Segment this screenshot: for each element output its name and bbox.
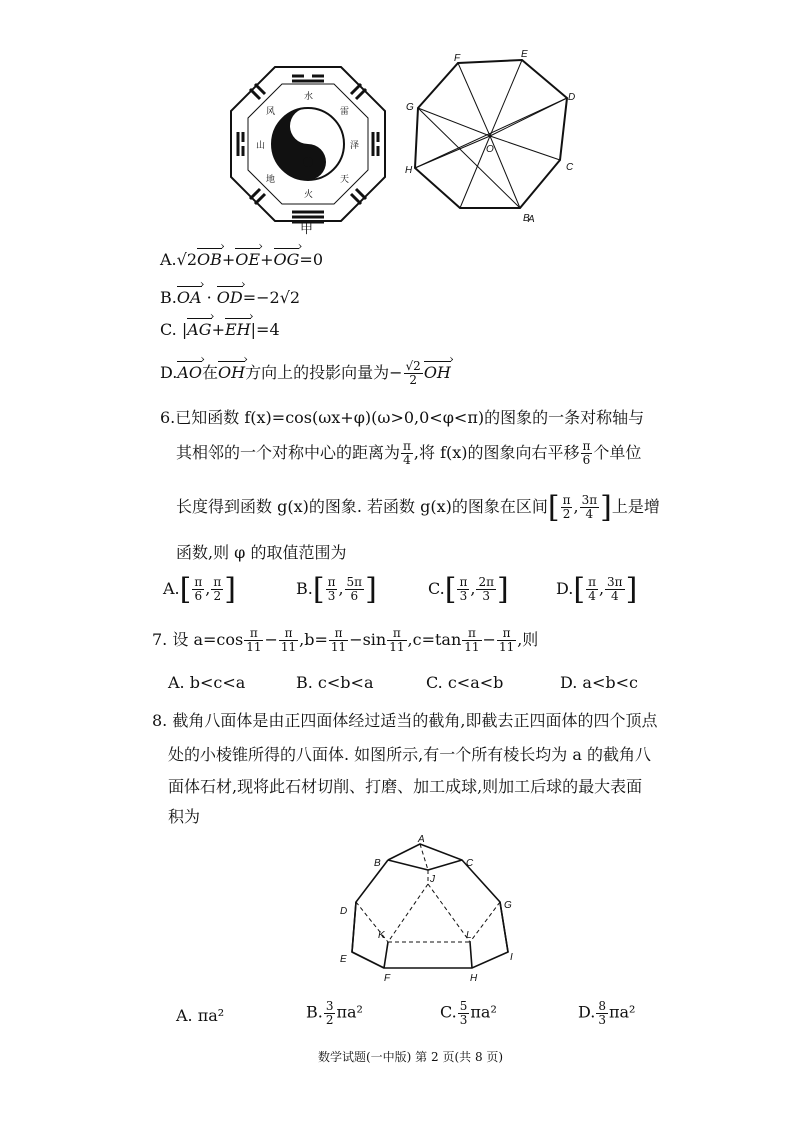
trigram-label: 火 (304, 189, 314, 199)
q6-line1: 6.已知函数 f(x)=cos(ωx+φ)(ω>0,0<φ<π)的图象的一条对称轴与 (160, 408, 645, 427)
figure-caption: 甲 (300, 222, 314, 237)
q8-option-c: C. $\frac{5}{3}$ πa² (440, 999, 497, 1027)
solid-vertex-label: G (504, 900, 512, 911)
q8-option-b: B. $\frac{3}{2}$ πa² (306, 999, 363, 1027)
octagon-vertex-label: B (523, 213, 530, 223)
trigram-label: 水 (304, 91, 314, 101)
q7-option-d: D. a<b<c (560, 673, 638, 692)
q8-line3: 面体石材,现将此石材切削、打磨、加工成球,则加工后球的最大表面 (168, 777, 643, 796)
q5-option-a-text: =0 (299, 250, 323, 269)
q5-option-letter: D. (160, 363, 178, 382)
q6-option-c: C.[ $\frac{\pi}{3}$ , $\frac{2\pi}{3}$ ] (428, 572, 509, 607)
octagon-vertex-label: G (406, 102, 414, 113)
octagon-center-label: O (486, 144, 494, 155)
trigram-label: 天 (340, 174, 350, 184)
q5-option-letter: A. (160, 250, 177, 269)
q6-line4: 函数,则 φ 的取值范围为 (176, 543, 347, 562)
trigram-label: 地 (266, 174, 276, 184)
q5-option-letter: B. (160, 288, 177, 307)
q8-line2: 处的小棱锥所得的八面体. 如图所示,有一个所有棱长均为 a 的截角八 (168, 745, 651, 764)
q5-d-mid: 在 (202, 363, 219, 382)
octagon-vertex-label: D (568, 92, 576, 103)
q6-line2-b: ,将 f(x)的图象向右平移 (413, 443, 580, 462)
q6-option-d: D.[ $\frac{\pi}{4}$ , $\frac{3\pi}{4}$ ] (556, 572, 638, 607)
q6-line3: 长度得到函数 g(x)的图象. 若函数 g(x)的图象在区间[ $\frac{\pi}{2}$ , $\frac{3\pi}{4}$ ]上是增 (176, 490, 660, 525)
solid-vertex-label: I (510, 952, 513, 963)
q8-option-d: D. $\frac{8}{3}$ πa² (578, 999, 636, 1027)
octagon-figure (400, 48, 580, 223)
q7-end: ,则 (517, 630, 539, 649)
q7-mid3: ,c=tan (407, 630, 462, 649)
truncated-octahedron-figure (332, 832, 528, 988)
q7-option-c: C. c<a<b (426, 673, 504, 692)
solid-vertex-label: H (470, 973, 478, 984)
solid-vertex-label: L (466, 930, 472, 941)
trigram-label: 雷 (340, 106, 350, 116)
q5-option-d-text: 方向上的投影向量为− (245, 363, 403, 382)
q7-stem: 7. 设 a=cos $\frac{\pi}{11}$ − $\frac{\pi}{11}$ ,b= $\frac{\pi}{11}$ −sin $\frac{\pi}{11}$ ,c=tan $\frac{\pi}{11}$ − $\frac{\pi}{11}$ ,则 (152, 626, 539, 654)
q7-mid1: ,b= (299, 630, 328, 649)
q5-option-letter: C. (160, 320, 177, 339)
q7-option-b: B. c<b<a (296, 673, 374, 692)
q5-option-b-text: =−2√2 (242, 288, 301, 307)
q6-option-letter: B. (296, 579, 313, 598)
q6-line2-c: 个单位 (593, 443, 642, 462)
solid-vertex-label: D (340, 906, 348, 917)
solid-vertex-label: F (384, 973, 391, 984)
q6-line2: 其相邻的一个对称中心的距离为 $\frac{\pi}{4}$ ,将 f(x)的图象向右平移 $\frac{\pi}{6}$ 个单位 (176, 439, 642, 467)
q5-option-c: C. |AG ›+EH ›|=4 (160, 320, 280, 339)
trigram-label: 泽 (350, 140, 360, 150)
octagon-vertex-label: E (521, 49, 528, 60)
trigram-label: 山 (256, 140, 266, 150)
q6-line3-b: 上是增 (611, 497, 660, 516)
q7-prefix: 7. 设 a=cos (152, 630, 244, 649)
trigram-label: 风 (266, 106, 276, 116)
q6-line3-a: 长度得到函数 g(x)的图象. 若函数 g(x)的图象在区间 (176, 497, 548, 516)
q6-option-letter: D. (556, 579, 574, 598)
solid-vertex-label: A (418, 834, 425, 845)
q5-option-d: D.AO ›在OH ›方向上的投影向量为− $\frac{√2}{2}$ OH › (160, 360, 451, 387)
solid-vertex-label: K (378, 930, 385, 941)
solid-vertex-label: C (466, 858, 474, 869)
q8-line4: 积为 (168, 807, 201, 826)
q6-option-letter: C. (428, 579, 445, 598)
octagon-vertex-label: C (566, 162, 574, 173)
q7-option-a: A. b<c<a (168, 673, 246, 692)
octagon-vertex-label: F (454, 53, 461, 64)
bagua-figure (228, 64, 388, 229)
q8-option-a: A. πa² (176, 1006, 225, 1025)
q6-option-letter: A. (163, 579, 180, 598)
q8-option-letter: D. (578, 1002, 596, 1022)
q5-option-b: B.OA › · OD ›=−2√2 (160, 288, 300, 307)
solid-vertex-label: B (374, 858, 381, 869)
q5-option-c-text: |=4 (250, 320, 280, 339)
solid-vertex-label: E (340, 954, 347, 965)
q8-option-letter: B. (306, 1002, 323, 1022)
q6-option-a: A.[ $\frac{\pi}{6}$ , $\frac{\pi}{2}$ ] (163, 572, 236, 607)
q8-line1: 8. 截角八面体是由正四面体经过适当的截角,即截去正四面体的四个顶点 (152, 711, 658, 730)
page-footer: 数学试题(一中版) 第 2 页(共 8 页) (318, 1050, 504, 1064)
solid-vertex-label: J (430, 874, 435, 885)
octagon-vertex-label: A (528, 214, 535, 223)
q6-option-b: B.[ $\frac{\pi}{3}$ , $\frac{5\pi}{6}$ ] (296, 572, 377, 607)
q6-line2-a: 其相邻的一个对称中心的距离为 (176, 443, 401, 462)
q5-option-a: A.√2OB ›+OE ›+OG ›=0 (160, 250, 323, 269)
q7-mid2: −sin (349, 630, 387, 649)
octagon-vertex-label: H (405, 165, 413, 176)
q8-option-letter: C. (440, 1002, 457, 1022)
